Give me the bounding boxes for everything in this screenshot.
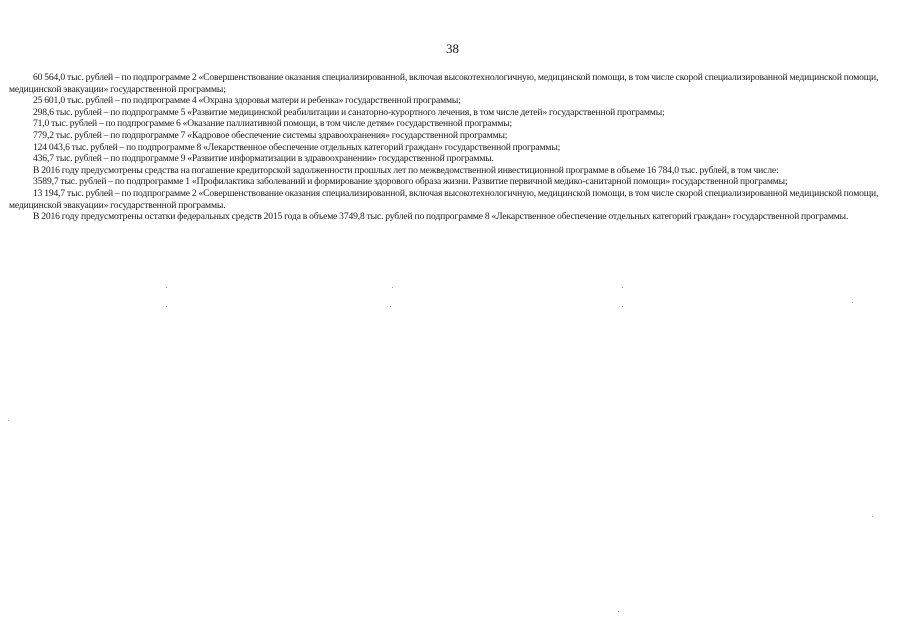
scan-speck bbox=[166, 306, 167, 307]
scan-speck bbox=[852, 302, 853, 303]
page-number: 38 bbox=[446, 41, 459, 56]
paragraph-subprogram-8: 124 043,6 тыс. рублей – по подпрограмме 8 «Лекарственное обеспечение отдельных категорий граждан» государственной программы; bbox=[33, 141, 561, 153]
paragraph-subprogram-5: 298,6 тыс. рублей – по подпрограмме 5 «Развитие медицинской реабилитации и санаторно-курортного лечения, в том числе детей» государственной программы; bbox=[33, 106, 665, 118]
scan-speck bbox=[8, 420, 9, 421]
paragraph-subprogram-2: 60 564,0 тыс. рублей – по подпрограмме 2 «Совершенствование оказания специализированной, включая высокотехнологичную, медицинской помощи, в том числе скорой специализированной медицинской помощи, медицинской эвакуации» государственной программы; bbox=[9, 72, 879, 95]
scan-speck bbox=[622, 287, 623, 288]
scan-speck bbox=[618, 611, 619, 612]
paragraph-subprogram-6: 71,0 тыс. рублей – по подпрограмме 6 «Оказание паллиативной помощи, в том числе детям» государственной программы; bbox=[33, 118, 513, 130]
paragraph-debt-subprogram-1: 3589,7 тыс. рублей – по подпрограмме 1 «Профилактика заболеваний и формирование здорового образа жизни. Развитие первичной медико-санитарной помощи» государственной программы; bbox=[33, 176, 788, 188]
scan-speck bbox=[392, 287, 393, 288]
scan-speck bbox=[166, 287, 167, 288]
paragraph-debt-repayment: В 2016 году предусмотрены средства на погашение кредиторской задолженности прошлых лет по межведомственной инвестиционной программе в объеме 16 784,0 тыс. рублей, в том числе: bbox=[33, 164, 779, 176]
paragraph-subprogram-9: 436,7 тыс. рублей – по подпрограмме 9 «Развитие информатизации в здравоохранении» государственной программы. bbox=[33, 153, 494, 165]
scan-speck bbox=[622, 306, 623, 307]
paragraph-subprogram-7: 779,2 тыс. рублей – по подпрограмме 7 «Кадровое обеспечение системы здравоохранения» государственной программы; bbox=[33, 129, 508, 141]
paragraph-debt-subprogram-2: 13 194,7 тыс. рублей – по подпрограмме 2 «Совершенствование оказания специализированной, включая высокотехнологичную, медицинской помощи, в том числе скорой специализированной медицинской помощи, медицинской эвакуации» государственной программы. bbox=[9, 187, 879, 211]
scan-speck bbox=[390, 306, 391, 307]
paragraph-subprogram-4: 25 601,0 тыс. рублей – по подпрограмме 4 «Охрана здоровья матери и ребенка» государственной программы; bbox=[33, 95, 461, 107]
paragraph-federal-balances: В 2016 году предусмотрены остатки федеральных средств 2015 года в объеме 3749,8 тыс. рублей по подпрограмме 8 «Лекарственное обеспечение отдельных категорий граждан» государственной программы. bbox=[33, 211, 849, 223]
scan-speck bbox=[872, 516, 873, 517]
document-body bbox=[9, 72, 885, 223]
